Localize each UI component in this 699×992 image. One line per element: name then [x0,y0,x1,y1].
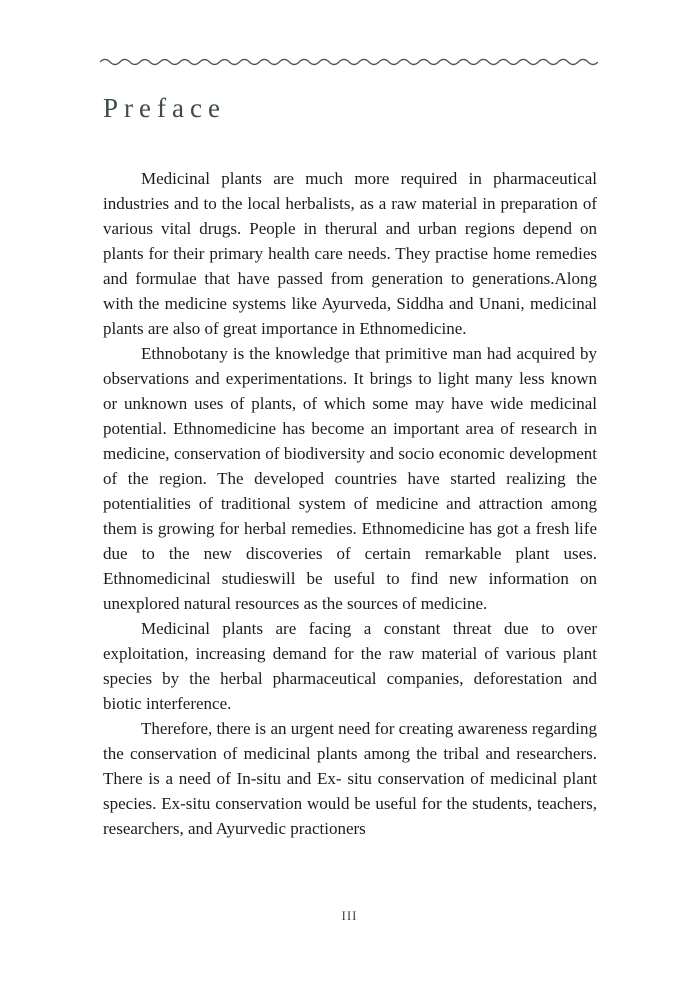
paragraph-2: Ethnobotany is the knowledge that primitive man had acquired by observations and experimentations. It brings to light many less known or unknown uses of plants, of which some may have wide medicinal potential. Ethnomedicine has become an important area of research in medicine, conservation of biodiversity and socio economic development of the region. The developed countries have started realizing the potentialities of traditional system of medicine and attraction among them is growing for herbal remedies. Ethnomedicine has got a fresh life due to the new discoveries of certain remarkable plant uses. Ethnomedicinal studieswill be useful to find new information on unexplored natural resources as the sources of medicine. [103,344,597,613]
page-title: Preface [103,93,226,123]
preface-body [103,166,597,841]
wavy-divider-path [100,60,598,65]
paragraph-3: Medicinal plants are facing a constant threat due to over exploitation, increasing demand for the raw material of various plant species by the herbal pharmaceutical companies, deforestation and biotic interference. [103,619,597,713]
wavy-divider [100,57,598,67]
paragraph-4: Therefore, there is an urgent need for creating awareness regarding the conservation of medicinal plants among the tribal and researchers. There is a need of In-situ and Ex- situ conservation of medicinal plant species. Ex-situ conservation would be useful for the students, teachers, researchers, and Ayurvedic practioners [103,719,597,838]
page-number: III [341,908,358,923]
paragraph-1: Medicinal plants are much more required in pharmaceutical industries and to the local herbalists, as a raw material in preparation of various vital drugs. People in therural and urban regions depend on plants for their primary health care needs. They practise home remedies and formulae that have passed from generation to generations.Along with the medicine systems like Ayurveda, Siddha and Unani, medicinal plants are also of great importance in Ethnomedicine. [103,169,597,338]
